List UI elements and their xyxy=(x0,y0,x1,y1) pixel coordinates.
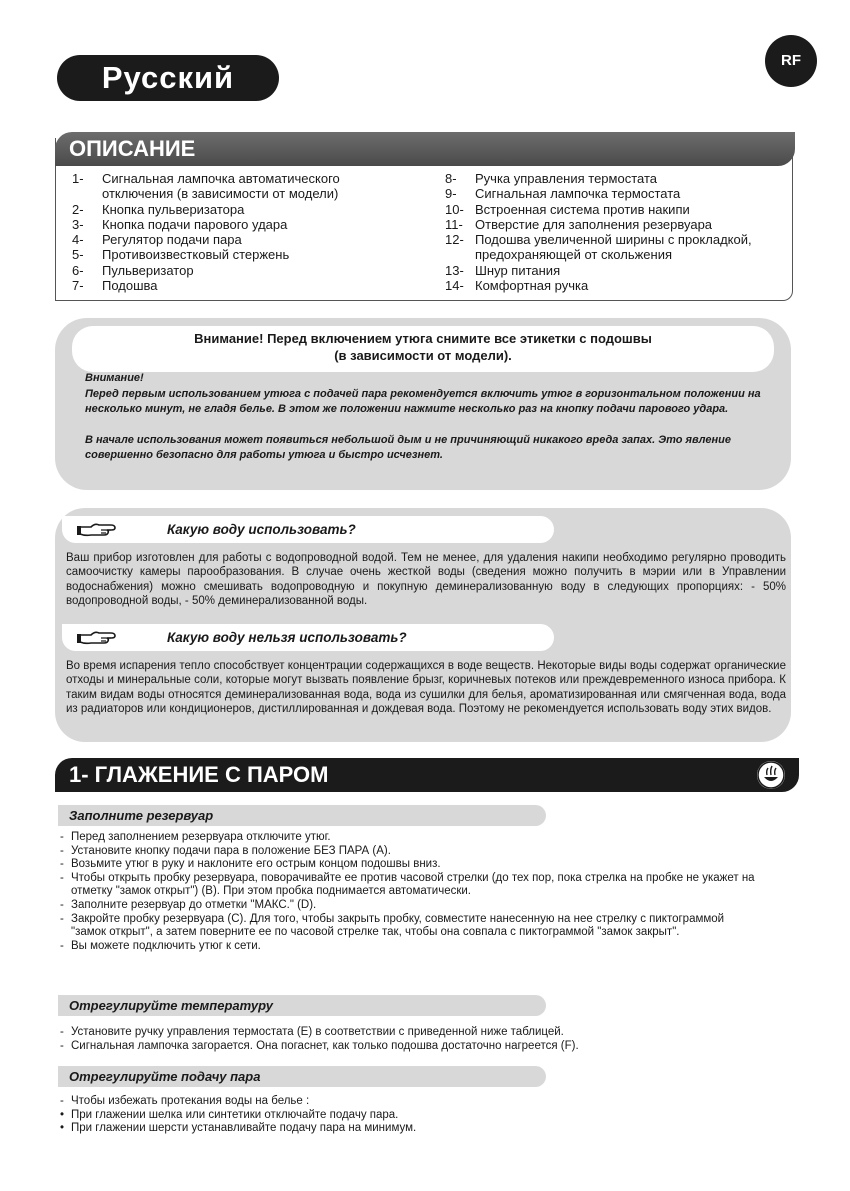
warning-headline: Внимание! Перед включением утюга снимите все этикетки с подошвы (в зависимости от модели). xyxy=(72,326,774,372)
list-item: 4- Регулятор подачи пара xyxy=(72,232,242,248)
pointing-hand-icon xyxy=(77,521,117,538)
warning-paragraph: В начале использования может появиться небольшой дым и не причиняющий никакого вреда запах. Это явление совершенно безопасно для работы утюга и быстро исчезнет. xyxy=(85,433,731,461)
list-item: 6- Пульверизатор xyxy=(72,262,194,278)
steam-icon xyxy=(757,761,785,789)
description-heading: ОПИСАНИЕ xyxy=(55,132,795,166)
pointing-hand-icon xyxy=(77,629,117,646)
steam-ironing-heading: 1- ГЛАЖЕНИЕ С ПАРОМ xyxy=(55,758,799,792)
list-item: 3- Кнопка подачи парового удара xyxy=(72,216,288,232)
fill-tank-heading: Заполните резервуар xyxy=(58,805,546,826)
list-item: - Чтобы избежать протекания воды на белье : xyxy=(60,1095,310,1107)
list-item: 8- Ручка управления термостата xyxy=(445,171,657,186)
list-item: - Установите кнопку подачи пара в положение БЕЗ ПАРА (A). xyxy=(60,844,391,857)
water-avoid-text: Во время испарения тепло способствует концентрации содержащихся в воде веществ. Некоторые виды воды содержат органические отходы и минеральные соли, которые могут вызвать появление брызг, коричневых потеков или преждевременного износа прибора. К таким видам воды относятся деминерализованная вода, вода из сушилки для белья, ароматизированная или смягченная вода, вода из радиаторов или кондиционеров, дистиллированная и дождевая вода. Поэтому не рекомендуется использовать воду этих видов. xyxy=(66,660,786,715)
warning-body xyxy=(85,371,785,464)
list-item: - Перед заполнением резервуара отключите утюг. xyxy=(60,831,331,843)
warning-paragraph: Перед первым использованием утюга с подачей пара рекомендуется включить утюг в горизонтальном положении на несколько минут, не гладя белье. В этом же положении нажмите несколько раз на кнопку подачи парового удара. xyxy=(85,387,761,415)
list-item: 5- Противоизвестковый стержень xyxy=(72,247,290,263)
list-item: 12- Подошва увеличенной ширины с прокладкой, предохраняющей от скольжения xyxy=(445,232,752,263)
list-item: - Сигнальная лампочка загорается. Она погаснет, как только подошва достаточно нагреется (F). xyxy=(60,1039,579,1052)
language-title: Русский xyxy=(57,55,279,101)
list-item: - Закройте пробку резервуара (C). Для того, чтобы закрыть пробку, совместите нанесенную на нее стрелку с пиктограммой "замок открыт", а затем поверните ее по часовой стрелке так, чтобы она совпала с пиктограммой "замок закрыт". xyxy=(60,912,725,939)
list-item: • При глажении шерсти устанавливайте подачу пара на минимум. xyxy=(60,1122,417,1135)
list-item: 13- Шнур питания xyxy=(445,262,561,278)
fill-tank-steps xyxy=(58,831,798,953)
country-badge: RF xyxy=(765,35,817,87)
list-item: - Установите ручку управления термостата (E) в соответствии с приведенной ниже таблицей. xyxy=(60,1026,564,1038)
list-item: 10- Встроенная система против накипи xyxy=(445,201,690,217)
list-item: - Вы можете подключить утюг к сети. xyxy=(60,939,261,952)
water-use-heading: Какую воду использовать? xyxy=(62,516,554,543)
description-list-right xyxy=(445,171,785,293)
temperature-heading: Отрегулируйте температуру xyxy=(58,995,546,1016)
steam-output-heading: Отрегулируйте подачу пара xyxy=(58,1066,546,1087)
temperature-steps xyxy=(58,1026,798,1053)
warning-label: Внимание! xyxy=(85,372,144,384)
water-use-text: Ваш прибор изготовлен для работы с водопроводной водой. Тем не менее, для удаления накипи необходимо регулярно проводить самоочистку камеры парообразования. В случае очень жесткой воды (сведения можно получить в мэрии или в Управлении водоснабжения) можно смешивать водопроводную и покупную деминерализованную воду в следующих пропорциях: - 50% водопроводной воды, - 50% деминерализованной воды. xyxy=(66,552,786,607)
list-item: - Возьмите утюг в руку и наклоните его острым концом подошвы вниз. xyxy=(60,858,441,871)
list-item: - Чтобы открыть пробку резервуара, поворачивайте ее против часовой стрелки (до тех пор, пока стрелка на пробке не укажет на отметку "замок открыт") (B). При этом пробка поднимается автоматически. xyxy=(60,871,755,898)
water-avoid-heading: Какую воду нельзя использовать? xyxy=(62,624,554,651)
list-item: 9- Сигнальная лампочка термостата xyxy=(445,186,681,202)
list-item: • При глажении шелка или синтетики отключайте подачу пара. xyxy=(60,1108,399,1121)
list-item: - Заполните резервуар до отметки "МАКС." (D). xyxy=(60,898,317,911)
description-list-left xyxy=(72,171,382,293)
list-item: 11- Отверстие для заполнения резервуара xyxy=(445,216,713,232)
list-item: 14- Комфортная ручка xyxy=(445,278,589,294)
steam-output-steps xyxy=(58,1095,798,1136)
list-item: 2- Кнопка пульверизатора xyxy=(72,201,245,217)
list-item: 7- Подошва xyxy=(72,278,158,294)
list-item: 1- Сигнальная лампочка автоматического отключения (в зависимости от модели) xyxy=(72,171,340,202)
